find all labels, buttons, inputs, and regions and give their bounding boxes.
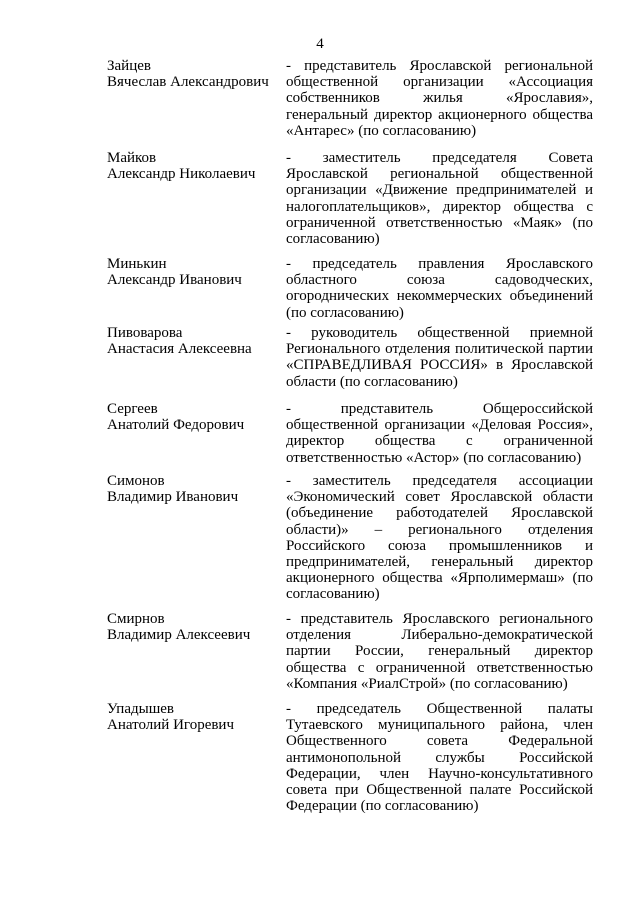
- member-name: [107, 401, 282, 433]
- member-surname: Симонов: [107, 473, 165, 489]
- member-surname: Сергеев: [107, 401, 158, 417]
- member-name: [107, 611, 282, 643]
- member-given-names: Вячеслав Александрович: [107, 74, 269, 90]
- member-given-names: Владимир Иванович: [107, 489, 239, 505]
- member-description: - представитель Ярославского регионального отделения Либерально-демократической партии России, генеральный директор общества с ограниченной ответственностью «Компания «РиалСтрой» (по согласованию): [286, 611, 593, 692]
- member-surname: Зайцев: [107, 58, 151, 74]
- member-name: [107, 701, 282, 733]
- member-given-names: Анастасия Алексеевна: [107, 341, 252, 357]
- member-given-names: Владимир Алексеевич: [107, 627, 251, 643]
- member-description: - председатель Общественной палаты Тутаевского муниципального района, член Общественного совета Федеральной антимонопольной службы Российской Федерации, член Научно-консультативного совета при Общественной палате Российской Федерации (по согласованию): [286, 701, 593, 815]
- member-surname: Упадышев: [107, 701, 174, 717]
- member-name: [107, 325, 282, 357]
- member-description: - руководитель общественной приемной Регионального отделения политической партии «СПРАВЕДЛИВАЯ РОССИЯ» в Ярославской области (по согласованию): [286, 325, 593, 390]
- member-given-names: Александр Николаевич: [107, 166, 256, 182]
- member-description: - представитель Ярославской региональной общественной организации «Ассоциация собственников жилья «Ярославия», генеральный директор акционерного общества «Антарес» (по согласованию): [286, 58, 593, 139]
- member-given-names: Анатолий Игоревич: [107, 717, 235, 733]
- member-description: - заместитель председателя Совета Ярославской региональной общественной организации «Движение предпринимателей и налогоплательщиков», директор общества с ограниченной ответственностью «Маяк» (по согласованию): [286, 150, 593, 248]
- member-surname: Смирнов: [107, 611, 165, 627]
- member-given-names: Анатолий Федорович: [107, 417, 245, 433]
- member-surname: Пивоварова: [107, 325, 183, 341]
- member-description: - председатель правления Ярославского областного союза садоводческих, огороднических некоммерческих объединений (по согласованию): [286, 256, 593, 321]
- member-surname: Майков: [107, 150, 157, 166]
- member-name: [107, 150, 282, 182]
- page-number: 4: [316, 36, 324, 52]
- member-name: [107, 473, 282, 505]
- member-surname: Минькин: [107, 256, 167, 272]
- member-given-names: Александр Иванович: [107, 272, 242, 288]
- member-name: [107, 58, 282, 90]
- member-name: [107, 256, 282, 288]
- member-description: - представитель Общероссийской общественной организации «Деловая Россия», директор общества с ограниченной ответственностью «Астор» (по согласованию): [286, 401, 593, 466]
- member-description: - заместитель председателя ассоциации «Экономический совет Ярославской области (объединение работодателей Ярославской области)» – регионального отделения Российского союза промышленников и предпринимателей, генеральный директор акционерного общества «Ярполимермаш» (по согласованию): [286, 473, 593, 603]
